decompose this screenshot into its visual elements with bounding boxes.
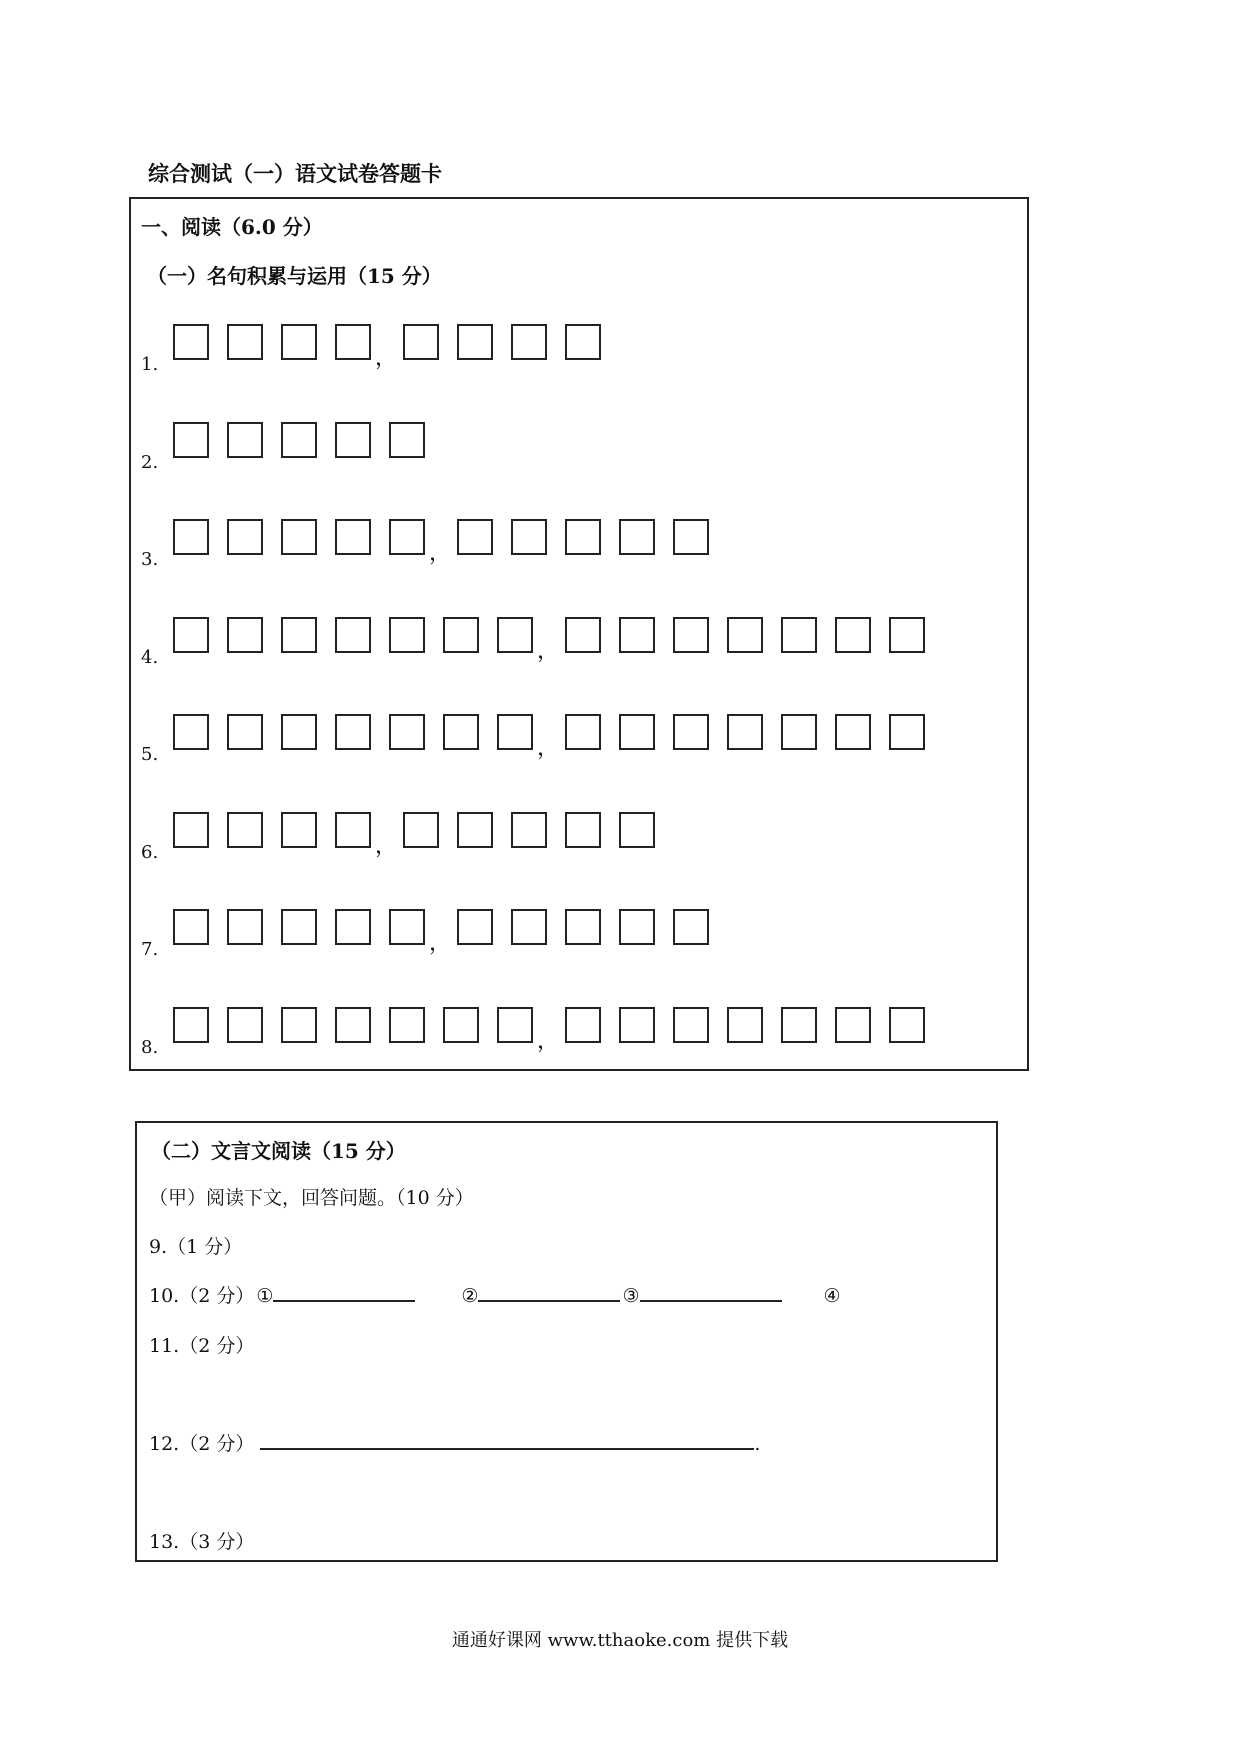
answer-blank-1[interactable] [273, 1284, 415, 1302]
question-13: 13.（3 分） [149, 1531, 255, 1553]
answer-box[interactable] [673, 909, 709, 945]
answer-box[interactable] [281, 324, 317, 360]
comma-separator: ， [375, 833, 398, 859]
answer-box[interactable] [497, 617, 533, 653]
answer-box[interactable] [281, 617, 317, 653]
answer-box[interactable] [673, 519, 709, 555]
answer-cells [173, 1007, 943, 1054]
answer-cells [173, 812, 673, 859]
answer-box[interactable] [281, 812, 317, 848]
answer-box[interactable] [619, 909, 655, 945]
answer-box[interactable] [889, 714, 925, 750]
answer-box[interactable] [673, 714, 709, 750]
answer-box[interactable] [335, 909, 371, 945]
answer-box[interactable] [227, 812, 263, 848]
answer-box[interactable] [727, 714, 763, 750]
answer-box[interactable] [227, 519, 263, 555]
answer-box[interactable] [673, 617, 709, 653]
answer-box[interactable] [443, 1007, 479, 1043]
row-number: 5. [141, 744, 159, 765]
answer-box[interactable] [173, 1007, 209, 1043]
answer-box[interactable] [511, 812, 547, 848]
answer-box[interactable] [511, 909, 547, 945]
answer-box[interactable] [227, 1007, 263, 1043]
answer-box[interactable] [173, 519, 209, 555]
separator [535, 714, 560, 761]
answer-box[interactable] [457, 519, 493, 555]
answer-box[interactable] [227, 714, 263, 750]
answer-box[interactable] [389, 714, 425, 750]
answer-box[interactable] [781, 1007, 817, 1043]
answer-box[interactable] [335, 714, 371, 750]
answer-box[interactable] [335, 519, 371, 555]
answer-box[interactable] [565, 519, 601, 555]
answer-box[interactable] [281, 1007, 317, 1043]
answer-box[interactable] [497, 714, 533, 750]
section-1-box [129, 197, 1029, 1071]
answer-box[interactable] [403, 324, 439, 360]
question-12-end: . [754, 1433, 761, 1455]
answer-box[interactable] [173, 422, 209, 458]
separator [427, 519, 452, 566]
page-title: 综合测试（一）语文试卷答题卡 [148, 161, 442, 186]
answer-box[interactable] [835, 714, 871, 750]
answer-box[interactable] [335, 812, 371, 848]
mark-4: ④ [823, 1285, 841, 1307]
answer-box[interactable] [619, 714, 655, 750]
answer-box[interactable] [565, 812, 601, 848]
answer-box[interactable] [173, 324, 209, 360]
answer-box[interactable] [835, 617, 871, 653]
question-10 [149, 1281, 841, 1308]
answer-box[interactable] [457, 909, 493, 945]
answer-box[interactable] [565, 714, 601, 750]
answer-box[interactable] [335, 422, 371, 458]
answer-box[interactable] [227, 324, 263, 360]
answer-box[interactable] [173, 812, 209, 848]
answer-cells [173, 324, 619, 371]
question-12-label: 12.（2 分） [149, 1433, 255, 1455]
answer-box[interactable] [781, 617, 817, 653]
answer-box[interactable] [673, 1007, 709, 1043]
comma-separator: ， [537, 1028, 560, 1054]
answer-box[interactable] [619, 519, 655, 555]
section-2-heading: （二）文言文阅读（15 分） [151, 1139, 406, 1163]
comma-separator: ， [537, 736, 560, 761]
answer-box[interactable] [389, 617, 425, 653]
row-number: 8. [141, 1036, 159, 1058]
separator [373, 324, 398, 371]
answer-box[interactable] [281, 714, 317, 750]
answer-box[interactable] [281, 909, 317, 945]
answer-box[interactable] [389, 422, 425, 458]
separator [535, 617, 560, 664]
answer-box[interactable] [511, 324, 547, 360]
answer-blank-2[interactable] [478, 1284, 620, 1302]
answer-box[interactable] [727, 1007, 763, 1043]
answer-box[interactable] [457, 812, 493, 848]
row-number: 7. [141, 939, 159, 960]
separator [535, 1007, 560, 1054]
question-11: 11.（2 分） [149, 1335, 255, 1357]
answer-box[interactable] [173, 714, 209, 750]
mark-2: ② [461, 1285, 479, 1307]
comma-separator: ， [537, 638, 560, 664]
answer-box[interactable] [335, 617, 371, 653]
answer-box[interactable] [727, 617, 763, 653]
section-1-heading: 一、阅读（6.0 分） [141, 215, 323, 239]
comma-separator: ， [375, 346, 398, 371]
intro-text: （甲）阅读下文，回答问题。（10 分） [149, 1187, 474, 1209]
answer-box[interactable] [457, 324, 493, 360]
answer-box[interactable] [173, 909, 209, 945]
row-number: 1. [141, 354, 159, 375]
answer-box[interactable] [889, 1007, 925, 1043]
answer-box[interactable] [565, 1007, 601, 1043]
answer-box[interactable] [389, 1007, 425, 1043]
row-number: 2. [141, 451, 159, 473]
answer-box[interactable] [227, 422, 263, 458]
mark-1: ① [256, 1285, 274, 1307]
question-9: 9.（1 分） [149, 1236, 243, 1258]
answer-box[interactable] [619, 812, 655, 848]
answer-box[interactable] [173, 617, 209, 653]
answer-box[interactable] [619, 1007, 655, 1043]
answer-cells [173, 422, 443, 458]
answer-blank-12[interactable] [260, 1432, 754, 1450]
answer-cells [173, 617, 943, 664]
answer-box[interactable] [443, 714, 479, 750]
answer-box[interactable] [889, 617, 925, 653]
mark-3: ③ [622, 1285, 640, 1307]
comma-separator: ， [429, 931, 452, 956]
question-12 [149, 1429, 760, 1456]
answer-box[interactable] [443, 617, 479, 653]
comma-separator: ， [429, 541, 452, 566]
answer-box[interactable] [389, 519, 425, 555]
answer-box[interactable] [227, 909, 263, 945]
answer-box[interactable] [281, 422, 317, 458]
section-2-box [135, 1121, 998, 1562]
answer-box[interactable] [511, 519, 547, 555]
answer-blank-3[interactable] [640, 1284, 782, 1302]
answer-box[interactable] [281, 519, 317, 555]
answer-box[interactable] [227, 617, 263, 653]
separator [373, 812, 398, 859]
answer-box[interactable] [835, 1007, 871, 1043]
answer-cells [173, 909, 727, 956]
answer-cells [173, 519, 727, 566]
answer-box[interactable] [619, 617, 655, 653]
answer-box[interactable] [565, 617, 601, 653]
row-number: 6. [141, 841, 159, 863]
section-1-subheading: （一）名句积累与运用（15 分） [147, 264, 442, 288]
answer-box[interactable] [335, 324, 371, 360]
answer-box[interactable] [335, 1007, 371, 1043]
row-number: 4. [141, 646, 159, 668]
question-10-label: 10.（2 分） [149, 1285, 255, 1307]
answer-box[interactable] [497, 1007, 533, 1043]
answer-box[interactable] [389, 909, 425, 945]
answer-box[interactable] [403, 812, 439, 848]
answer-box[interactable] [565, 324, 601, 360]
footer-text: 通通好课网 www.tthaoke.com 提供下载 [451, 1630, 789, 1651]
row-number: 3. [141, 549, 159, 570]
answer-cells [173, 714, 943, 761]
answer-box[interactable] [565, 909, 601, 945]
answer-box[interactable] [781, 714, 817, 750]
separator [427, 909, 452, 956]
